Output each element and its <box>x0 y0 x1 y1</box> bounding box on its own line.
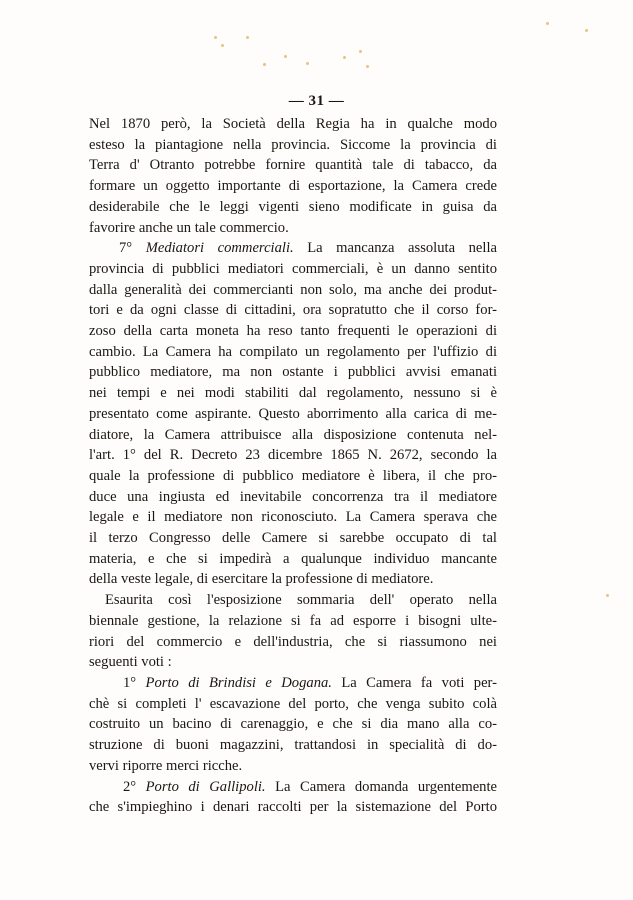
text-line: vervi riporre merci ricche. <box>89 757 243 774</box>
text-line: nei tempi e nei modi stabiliti dal regolamento, nessuno si è <box>89 385 497 402</box>
section-number: 7° <box>119 240 146 257</box>
text-run: La mancanza assoluta nella <box>293 240 497 257</box>
text-line: dalla generalità dei commercianti non solo, ma anche dei produt- <box>89 281 497 298</box>
text-line: pubblico mediatore, ma non ostante i pubblici avvisi emanati <box>89 364 497 381</box>
text-line: struzione di buoni magazzini, trattandosi in specialità di do- <box>89 737 497 754</box>
paper-speck <box>546 22 549 25</box>
text-line: costruito un bacino di carenaggio, e che si dia mano alla co- <box>89 716 497 733</box>
section-title: Porto di Brindisi e Dogana. <box>145 674 332 691</box>
text-line: l'art. 1° del R. Decreto 23 dicembre 1865 N. 2672, secondo la <box>89 447 497 464</box>
text-line: il terzo Congresso delle Camere si sarebbe occupato di tal <box>89 530 497 547</box>
paper-speck <box>246 36 249 39</box>
paper-speck <box>585 29 588 32</box>
text-line: materia, e che si impedirà a qualunque individuo mancante <box>89 550 497 567</box>
text-line: Esaurita così l'esposizione sommaria dell' operato nella <box>105 592 497 609</box>
text-line: tori e da ogni classe di cittadini, ora sopratutto che il corso for- <box>89 302 497 319</box>
section-title: Porto di Gallipoli. <box>145 778 266 795</box>
text-line: che s'impieghino i denari raccolti per la sistemazione del Porto <box>89 799 497 816</box>
text-line: Nel 1870 però, la Società della Regia ha in qualche modo <box>89 116 497 132</box>
section-number: 1° <box>123 674 146 691</box>
paper-speck <box>306 62 309 65</box>
text-line: favorire anche un tale commercio. <box>89 219 289 236</box>
text-line: cambio. La Camera ha compilato un regolamento per l'uffizio di <box>89 343 497 360</box>
paper-speck <box>366 65 369 68</box>
text-line: zoso della carta moneta ha reso tanto frequenti le operazioni di <box>89 323 497 340</box>
page-number: — 31 — <box>288 93 345 109</box>
text-line: diatore, la Camera attribuisce alla disposizione contenuta nel- <box>89 426 497 443</box>
section-heading-line <box>89 673 497 694</box>
text-line: Terra d' Otranto potrebbe fornire quantità tale di tabacco, da <box>89 157 497 174</box>
text-line: desiderabile che le leggi vigenti sieno modificate in guisa da <box>89 198 497 215</box>
text-line: biennale gestione, la relazione si fa ad esporre i bisogni ulte- <box>89 612 497 629</box>
section-heading-line <box>89 238 497 259</box>
section-number: 2° <box>123 778 146 795</box>
section-title: Mediatori commerciali. <box>145 240 294 257</box>
text-line: duce una ingiusta ed inevitabile concorrenza tra il mediatore <box>89 488 497 505</box>
body-text <box>89 114 497 818</box>
text-line: esteso la piantagione nella provincia. Siccome la provincia di <box>89 136 497 153</box>
text-line: della veste legale, di esercitare la professione di mediatore. <box>89 571 434 588</box>
paper-speck <box>263 63 266 66</box>
paper-speck <box>214 36 217 39</box>
text-line: presentato come aspirante. Questo aborrimento alla carica di me- <box>89 405 497 422</box>
text-line: chè si completi l' escavazione del porto, che venga subito colà <box>89 695 497 712</box>
text-run: La Camera fa voti per- <box>331 674 497 691</box>
paper-speck <box>359 50 362 53</box>
text-line: quale la professione di pubblico mediatore è libera, il che pro- <box>89 467 497 484</box>
text-line: formare un oggetto importante di esportazione, la Camera crede <box>89 178 497 195</box>
text-line: provincia di pubblici mediatori commerciali, è un danno sentito <box>89 260 497 277</box>
paper-speck <box>606 594 609 597</box>
text-line: legale e il mediatore non riconosciuto. La Camera sperava che <box>89 509 497 526</box>
paper-speck <box>284 55 287 58</box>
paper-speck <box>221 44 224 47</box>
text-run: La Camera domanda urgentemente <box>265 778 497 795</box>
section-heading-line <box>89 777 497 798</box>
text-line: seguenti voti : <box>89 654 172 671</box>
text-line: riori del commercio e dell'industria, che si riassumono nei <box>89 633 497 650</box>
paper-speck <box>343 56 346 59</box>
